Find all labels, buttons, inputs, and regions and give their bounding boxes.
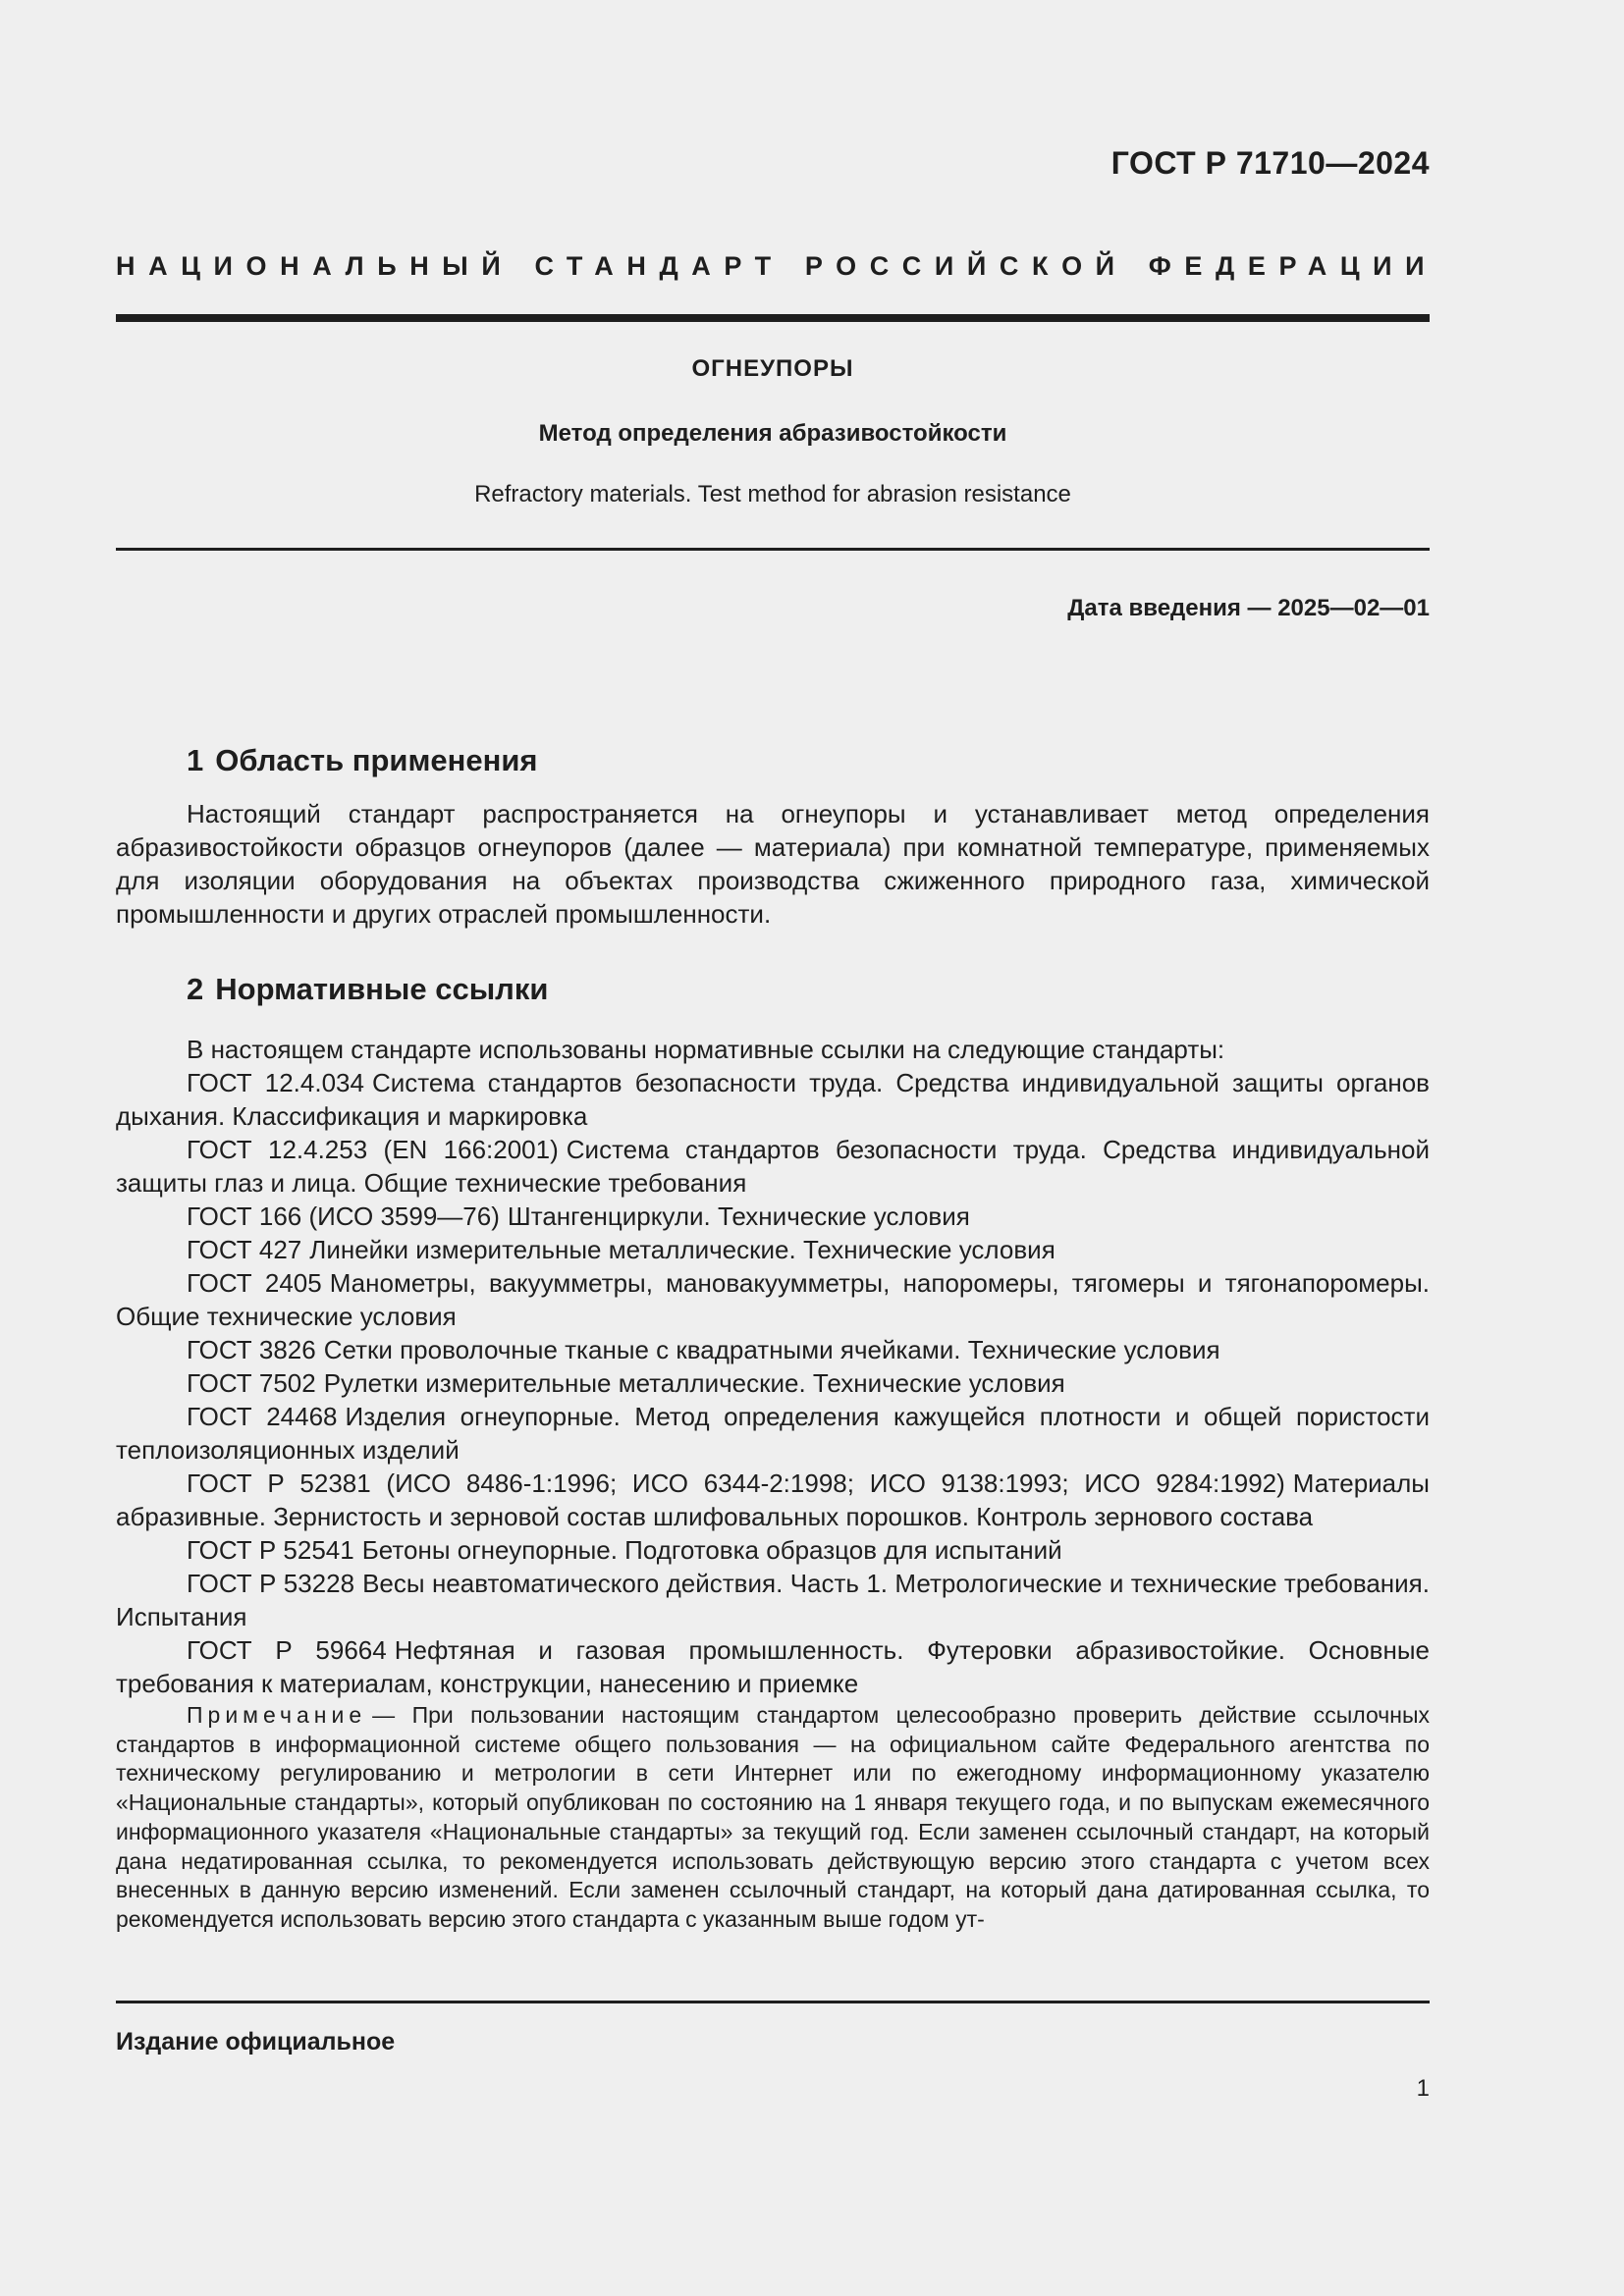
section-1-paragraph: Настоящий стандарт распространяется на огнеупоры и устанавливает метод определения абразивостойкости образцов огнеупоров (далее — материала) при комнатной температуре, применяемых для изоляции оборудования на объектах производства сжиженного природного газа, химической промышленности и других отраслей промышленности. (116, 799, 1430, 929)
references-intro: В настоящем стандарте использованы нормативные ссылки на следующие стандарты: (187, 1035, 1225, 1064)
section-1-body (116, 797, 1430, 931)
reference-code: ГОСТ Р 53228 (187, 1569, 355, 1598)
document-page (116, 0, 1438, 2296)
reference-code: ГОСТ Р 59664 (187, 1635, 387, 1665)
reference-code: ГОСТ 166 (ИСО 3599—76) (187, 1201, 500, 1231)
reference-title: Изделия огнеупорные. Метод определения кажущейся плотности и общей пористости теплоизоляционных изделий (116, 1402, 1430, 1465)
reference-item (116, 1133, 1430, 1200)
page-number: 1 (1416, 2075, 1430, 2102)
reference-code: ГОСТ Р 52381 (ИСО 8486-1:1996; ИСО 6344-2:1998; ИСО 9138:1993; ИСО 9284:1992) (187, 1468, 1285, 1498)
reference-title: Нефтяная и газовая промышленность. Футеровки абразивостойкие. Основные требования к материалам, конструкции, нанесению и приемке (116, 1635, 1430, 1698)
section-2-number: 2 (187, 972, 204, 1006)
title-divider (116, 548, 1430, 551)
national-standard-heading: НАЦИОНАЛЬНЫЙ СТАНДАРТ РОССИЙСКОЙ ФЕДЕРАЦИИ (116, 251, 1438, 281)
section-2-heading (187, 972, 548, 1007)
reference-title: Материалы абразивные. Зернистость и зерновой состав шлифовальных порошков. Контроль зернового состава (116, 1468, 1430, 1531)
reference-item (116, 1533, 1430, 1567)
section-2-body (116, 1033, 1430, 1700)
reference-item (116, 1266, 1430, 1333)
introduction-date: Дата введения — 2025—02—01 (1067, 595, 1430, 621)
reference-code: ГОСТ 7502 (187, 1368, 316, 1398)
reference-item (116, 1633, 1430, 1700)
reference-title: Линейки измерительные металлические. Технические условия (309, 1235, 1056, 1264)
reference-item (116, 1333, 1430, 1366)
reference-code: ГОСТ 427 (187, 1235, 302, 1264)
document-title-english: Refractory materials. Test method for abrasion resistance (474, 481, 1071, 507)
reference-code: ГОСТ 12.4.034 (187, 1068, 364, 1097)
document-subtitle: Метод определения абразивостойкости (538, 420, 1007, 447)
reference-code: ГОСТ Р 52541 (187, 1535, 354, 1565)
reference-title: Сетки проволочные тканые с квадратными ячейками. Технические условия (323, 1335, 1220, 1364)
reference-code: ГОСТ 12.4.253 (EN 166:2001) (187, 1135, 559, 1164)
reference-item (116, 1233, 1430, 1266)
note-label: Примечание (187, 1702, 367, 1728)
reference-item (116, 1200, 1430, 1233)
reference-item (116, 1400, 1430, 1467)
reference-title: Весы неавтоматического действия. Часть 1. Метрологические и технические требования. Испытания (116, 1569, 1430, 1631)
section-2-title: Нормативные ссылки (215, 972, 549, 1006)
reference-title: Система стандартов безопасности труда. Средства индивидуальной защиты глаз и лица. Общие технические требования (116, 1135, 1430, 1198)
document-code: ГОСТ Р 71710—2024 (1110, 145, 1430, 181)
reference-title: Бетоны огнеупорные. Подготовка образцов для испытаний (361, 1535, 1062, 1565)
reference-item (116, 1467, 1430, 1533)
official-edition-label: Издание официальное (116, 2028, 396, 2056)
reference-item (116, 1066, 1430, 1133)
reference-item (116, 1366, 1430, 1400)
reference-item (116, 1567, 1430, 1633)
reference-title: Рулетки измерительные металлические. Технические условия (323, 1368, 1065, 1398)
note-text: — При пользовании настоящим стандартом целесообразно проверить действие ссылочных стандартов в информационной системе общего пользования — на официальном сайте Федерального агентства по техническому регулированию и метрологии в сети Интернет или по ежегодному информационному указателю «Национальные стандарты», который опубликован по состоянию на 1 января текущего года, и по выпускам ежемесячного информационного указателя «Национальные стандарты» за текущий год. Если заменен ссылочный стандарт, на который дана недатированная ссылка, то рекомендуется использовать действующую версию этого стандарта с учетом всех внесенных в данную версию изменений. Если заменен ссылочный стандарт, на который дана датированная ссылка, то рекомендуется использовать версию этого стандарта с указанным выше годом ут- (116, 1702, 1430, 1932)
reference-code: ГОСТ 3826 (187, 1335, 316, 1364)
reference-code: ГОСТ 2405 (187, 1268, 322, 1298)
references-note (116, 1701, 1430, 1935)
document-title: ОГНЕУПОРЫ (691, 355, 854, 382)
reference-title: Система стандартов безопасности труда. Средства индивидуальной защиты органов дыхания. Классификация и маркировка (116, 1068, 1430, 1131)
header-divider (116, 314, 1430, 322)
reference-title: Штангенциркули. Технические условия (507, 1201, 970, 1231)
section-1-heading (187, 743, 538, 778)
section-1-title: Область применения (215, 743, 538, 777)
reference-code: ГОСТ 24468 (187, 1402, 338, 1431)
footer-divider (116, 2001, 1430, 2003)
section-1-number: 1 (187, 743, 204, 777)
reference-title: Манометры, вакуумметры, мановакуумметры, напоромеры, тягомеры и тягонапоромеры. Общие технические условия (116, 1268, 1430, 1331)
